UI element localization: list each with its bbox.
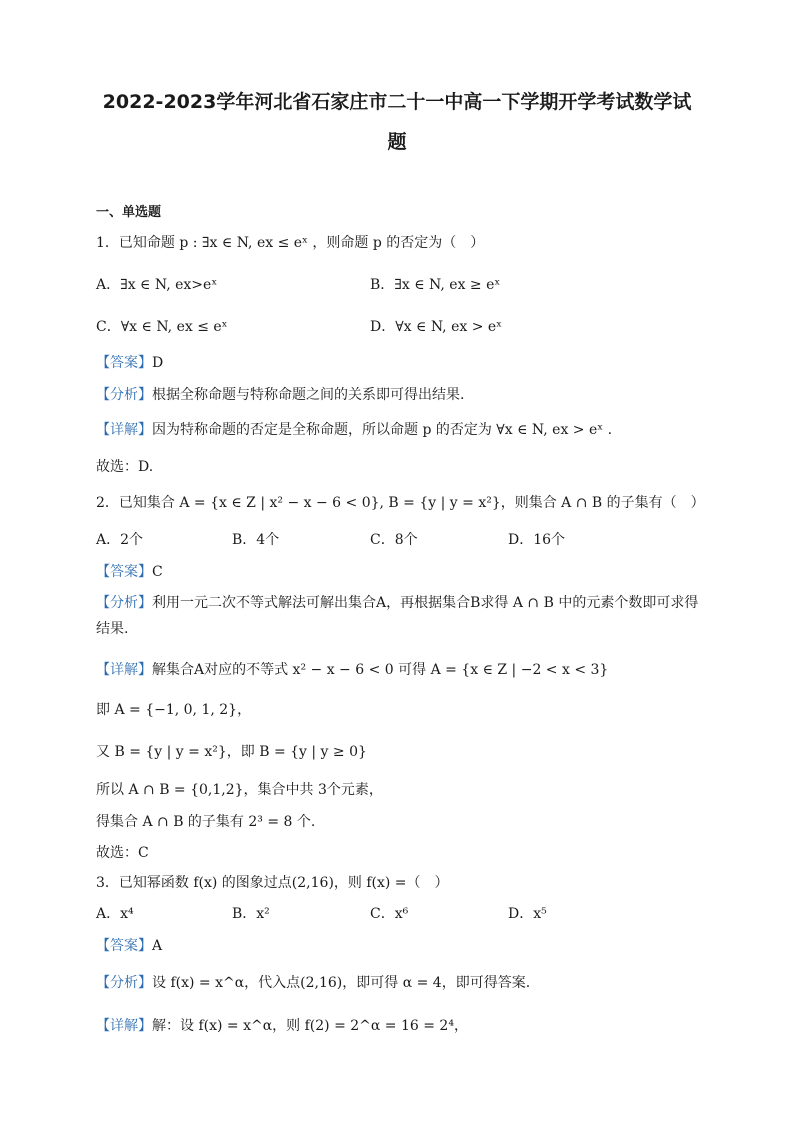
q2-detail-line-5: 得集合 A ∩ B 的子集有 2³ = 8 个. — [96, 814, 316, 830]
answer-value: D — [152, 355, 164, 371]
q2-option-a: A．2个 — [96, 532, 144, 548]
q3-stem: 3．已知幂函数 f(x) 的图象过点(2,16)，则 f(x) =（ ） — [96, 875, 449, 891]
detail-tag: 【详解】 — [96, 662, 152, 678]
q1-detail — [96, 420, 612, 440]
q1-analysis — [96, 385, 464, 405]
answer-tag: 【答案】 — [96, 355, 152, 371]
detail-text: 解集合A对应的不等式 x² − x − 6 < 0 可得 A = {x ∈ Z | −2 < x < 3} — [152, 662, 609, 678]
q2-detail-line-4: 所以 A ∩ B = {0,1,2}，集合中共 3个元素， — [96, 782, 383, 798]
q1-option-b: B．∃x ∈ N, ex ≥ eˣ — [370, 277, 501, 293]
q2-detail-line-2: 即 A = {−1, 0, 1, 2}， — [96, 702, 252, 718]
title-line-1: 2022-2023学年河北省石家庄市二十一中高一下学期开学考试数学试 — [102, 91, 692, 113]
analysis-text: 利用一元二次不等式解法可解出集合A，再根据集合B求得 A ∩ B 中的元素个数即可求得结果. — [96, 595, 699, 637]
q1-option-a: A．∃x ∈ N, ex>eˣ — [96, 277, 218, 293]
q3-analysis — [96, 973, 530, 993]
detail-tag: 【详解】 — [96, 1018, 152, 1034]
q3-option-b: B．x² — [232, 906, 270, 922]
q1-option-d: D．∀x ∈ N, ex > eˣ — [370, 319, 503, 335]
analysis-text: 设 f(x) = x^α，代入点(2,16)，即可得 α = 4，即可得答案. — [152, 975, 531, 991]
answer-tag: 【答案】 — [96, 938, 152, 954]
section-heading: 一、单选题 — [96, 205, 162, 220]
answer-tag: 【答案】 — [96, 564, 152, 580]
q2-option-c: C．8个 — [370, 532, 418, 548]
q2-analysis — [96, 590, 702, 642]
q2-option-b: B．4个 — [232, 532, 280, 548]
title-line-2: 题 — [387, 131, 407, 153]
analysis-tag: 【分析】 — [96, 975, 152, 991]
q2-detail — [96, 660, 608, 680]
q3-option-d: D．x⁵ — [508, 906, 547, 922]
q3-detail — [96, 1016, 468, 1036]
analysis-tag: 【分析】 — [96, 595, 152, 611]
q1-option-c: C．∀x ∈ N, ex ≤ eˣ — [96, 319, 228, 335]
analysis-text: 根据全称命题与特称命题之间的关系即可得出结果. — [152, 387, 465, 403]
q3-answer — [96, 936, 162, 956]
q2-option-d: D．16个 — [508, 532, 566, 548]
q2-stem: 2．已知集合 A = {x ∈ Z | x² − x − 6 < 0}, B = {y | y = x²}，则集合 A ∩ B 的子集有（ ） — [96, 495, 705, 511]
q3-option-a: A．x⁴ — [96, 906, 134, 922]
q1-conclusion: 故选：D. — [96, 459, 154, 475]
detail-text: 解：设 f(x) = x^α，则 f(2) = 2^α = 16 = 2⁴， — [152, 1018, 468, 1034]
q1-answer — [96, 353, 163, 373]
answer-value: A — [152, 938, 163, 954]
document-title — [70, 82, 724, 162]
q2-conclusion: 故选：C — [96, 845, 149, 861]
detail-text: 因为特称命题的否定是全称命题，所以命题 p 的否定为 ∀x ∈ N, ex > eˣ . — [152, 422, 613, 438]
q2-detail-line-3: 又 B = {y | y = x²}，即 B = {y | y ≥ 0} — [96, 744, 367, 760]
answer-value: C — [152, 564, 163, 580]
q2-answer — [96, 562, 163, 582]
analysis-tag: 【分析】 — [96, 387, 152, 403]
q3-option-c: C．x⁶ — [370, 906, 409, 922]
q1-stem: 1．已知命题 p : ∃x ∈ N, ex ≤ eˣ ，则命题 p 的否定为（ ） — [96, 235, 485, 251]
detail-tag: 【详解】 — [96, 422, 152, 438]
